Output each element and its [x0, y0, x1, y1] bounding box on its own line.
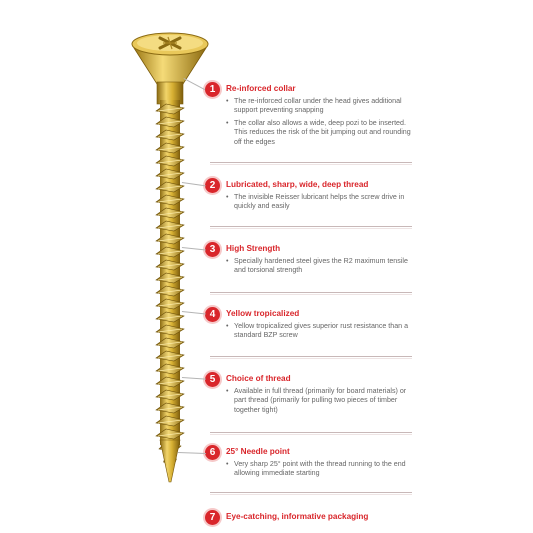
feature-title: 25° Needle point	[226, 447, 290, 456]
feature-bullets	[226, 257, 416, 279]
pointer-line	[182, 311, 206, 315]
feature-bullet: • The collar also allows a wide, deep pozi to be inserted. This reduces the risk of the bit jumping out and rounding off the edges	[226, 119, 416, 147]
feature-title: Re-inforced collar	[226, 84, 296, 93]
feature-bullets	[226, 460, 416, 482]
divider	[210, 226, 412, 227]
feature-number-badge: 3	[205, 242, 220, 257]
feature-bullet: • Very sharp 25° point with the thread running to the end allowing immediate starting	[226, 460, 416, 479]
feature-number-badge: 1	[205, 82, 220, 97]
feature-number-badge: 4	[205, 307, 220, 322]
feature-title: Yellow tropicalized	[226, 309, 300, 318]
feature-bullets	[226, 322, 416, 344]
feature-title: Lubricated, sharp, wide, deep thread	[226, 180, 369, 189]
divider	[210, 492, 412, 493]
feature-bullet: • Specially hardened steel gives the R2 maximum tensile and torsional strength	[226, 257, 416, 276]
divider	[210, 292, 412, 293]
pointer-line	[184, 78, 206, 90]
feature-bullet: • The re-inforced collar under the head gives additional support preventing snapping	[226, 97, 416, 116]
pointer-line	[182, 247, 206, 251]
feature-number-badge: 7	[205, 510, 220, 525]
feature-bullets	[226, 97, 416, 150]
feature-title: Choice of thread	[226, 374, 291, 383]
feature-bullets	[226, 387, 416, 418]
divider	[210, 432, 412, 433]
divider	[210, 162, 412, 163]
pointer-line	[178, 452, 206, 454]
feature-title: Eye-catching, informative packaging	[226, 512, 369, 521]
divider	[210, 356, 412, 357]
feature-bullet: • Available in full thread (primarily for board materials) or part thread (primarily for pulling two pieces of timber together tight)	[226, 387, 416, 415]
feature-title: High Strength	[226, 244, 281, 253]
feature-number-badge: 2	[205, 178, 220, 193]
feature-bullets	[226, 193, 416, 215]
pointer-line	[182, 377, 206, 380]
feature-number-badge: 5	[205, 372, 220, 387]
pointer-line	[182, 182, 206, 186]
feature-bullet: • Yellow tropicalized gives superior rust resistance than a standard BZP screw	[226, 322, 416, 341]
feature-bullet: • The invisible Reisser lubricant helps the screw drive in quickly and easily	[226, 193, 416, 212]
feature-number-badge: 6	[205, 445, 220, 460]
